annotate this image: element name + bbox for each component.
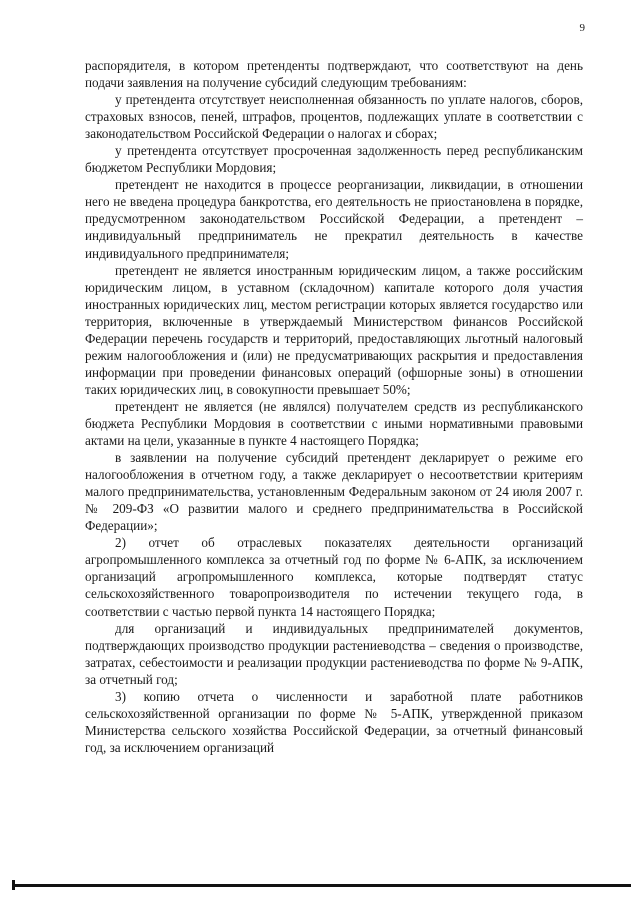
paragraph-no-budget-debt: у претендента отсутствует просроченная задолженность перед республиканским бюджетом Республики Мордовия; [85, 143, 583, 176]
paragraph-no-reorganization: претендент не находится в процессе реорганизации, ликвидации, в отношении него не введена процедура банкротства, его деятельность не приостановлена в порядке, предусмотренном законодательством Российской Федерации, а претендент – индивидуальный предприниматель не прекратил деятельность в качестве индивидуального предпринимателя; [85, 177, 583, 261]
paragraph-no-tax-debt: у претендента отсутствует неисполненная обязанность по уплате налогов, сборов, страховых взносов, пеней, штрафов, процентов, подлежащих уплате в соответствии с законодательством Российской Федерации о налогах и сборах; [85, 92, 583, 142]
page-number: 9 [579, 22, 585, 34]
paragraph-tax-regime-declaration: в заявлении на получение субсидий претендент декларирует о режиме его налогообложения в отчетном году, а также декларирует о несоответствии критериям малого предпринимательства, установленным Федеральным законом от 24 июля 2007 г. № 209-ФЗ «О развитии малого и среднего предпринимательства в Российской Федерации»; [85, 450, 583, 534]
scan-bottom-edge [14, 884, 631, 887]
paragraph-crop-production-docs: для организаций и индивидуальных предпринимателей документов, подтверждающих производство продукции растениеводства – сведения о производстве, затратах, себестоимости и реализации продукции растениеводства по форме № 9-АПК, за отчетный год; [85, 620, 583, 687]
paragraph-continuation: распорядителя, в котором претенденты подтверждают, что соответствуют на день подачи заявления на получение субсидий следующим требованиям: [85, 58, 583, 91]
paragraph-not-recipient: претендент не является (не являлся) получателем средств из республиканского бюджета Республики Мордовия в соответствии с иными нормативными правовыми актами на цели, указанные в пункте 4 настоящего Порядка; [85, 398, 583, 449]
document-body [85, 57, 583, 756]
paragraph-item-2-report: 2) отчет об отраслевых показателях деятельности организаций агропромышленного комплекса за отчетный год по форме № 6-АПК, за исключением организаций агропромышленного комплекса, которые подтвердят статус сельскохозяйственного товаропроизводителя по истечении текущего года, в соответствии с частью первой пункта 14 настоящего Порядка; [85, 535, 583, 619]
paragraph-not-foreign-entity: претендент не является иностранным юридическим лицом, а также российским юридическим лицом, в уставном (складочном) капитале которого доля участия иностранных юридических лиц, местом регистрации которых является государство или территория, включенные в утверждаемый Министерством финансов Российской Федерации перечень государств и территорий, предоставляющих льготный налоговый режим налогообложения и (или) не предусматривающих раскрытия и предоставления информации при проведении финансовых операций (офшорные зоны) в отношении таких юридических лиц, в совокупности превышает 50%; [85, 262, 583, 397]
paragraph-item-3-report-copy: 3) копию отчета о численности и заработной плате работников сельскохозяйственной организации по форме № 5-АПК, утвержденной приказом Министерства сельского хозяйства Российской Федерации, за отчетный финансовый год, за исключением организаций [85, 688, 583, 755]
